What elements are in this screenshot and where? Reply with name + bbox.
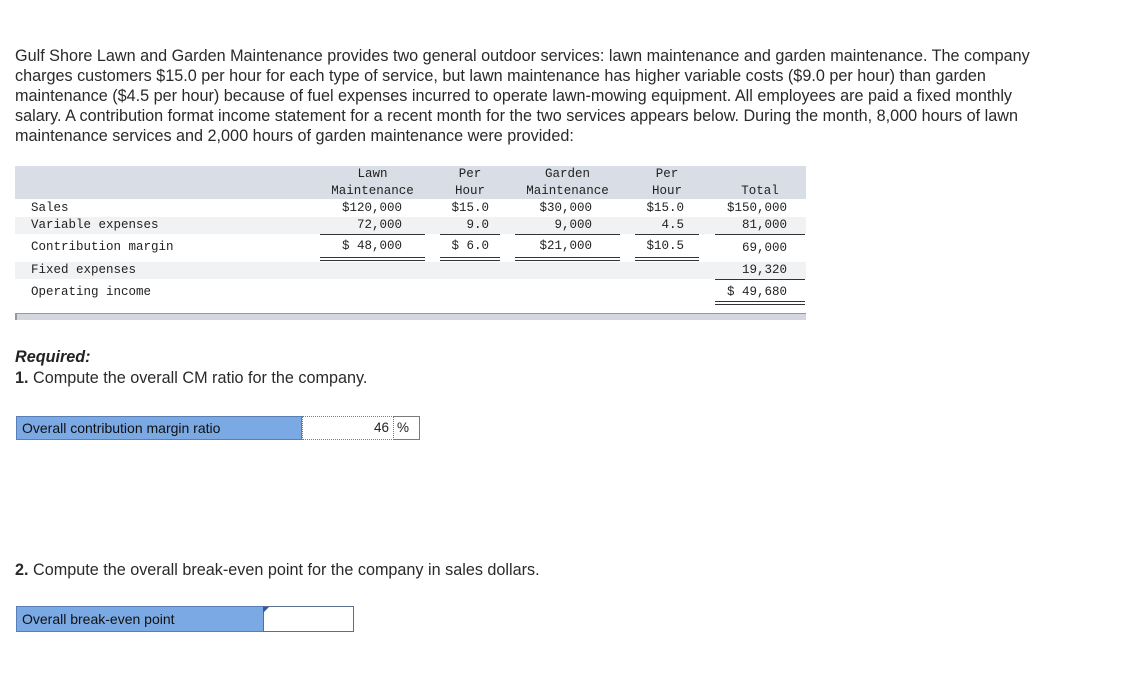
underline-lawn bbox=[320, 234, 425, 235]
cm-total: 69,000 bbox=[741, 241, 787, 255]
col-header-total: Total bbox=[741, 184, 779, 198]
break-even-input[interactable] bbox=[263, 606, 354, 632]
col-header-garden-2: Maintenance bbox=[526, 184, 609, 198]
sales-lawn: $120,000 bbox=[341, 201, 402, 215]
input-marker-icon bbox=[263, 607, 269, 613]
cm-lawn: $ 48,000 bbox=[341, 239, 402, 253]
question-2-number: 2. bbox=[15, 561, 29, 579]
col-header-per-hour-2b: Hour bbox=[651, 184, 682, 198]
row-label-fixed-expenses: Fixed expenses bbox=[31, 263, 137, 277]
col-header-lawn-2: Maintenance bbox=[331, 184, 414, 198]
operating-income-total: $ 49,680 bbox=[726, 285, 787, 299]
cm-garden-per-hour: $10.5 bbox=[646, 239, 684, 253]
required-heading: Required: bbox=[15, 348, 91, 366]
question-2-text: Compute the overall break-even point for the company in sales dollars. bbox=[28, 561, 540, 579]
cm-ratio-unit: % bbox=[397, 420, 410, 435]
sales-lawn-per-hour: $15.0 bbox=[451, 201, 489, 215]
question-2 bbox=[15, 561, 540, 580]
question-1 bbox=[15, 369, 367, 388]
underline-lawn-ph bbox=[440, 234, 500, 235]
problem-intro: Gulf Shore Lawn and Garden Maintenance provides two general outdoor services: lawn maintenance and garden maintenance. The company charges customers $15.0 per hour for each type of service, but lawn maintenance has higher variable costs ($9.0 per hour) than garden maintenance ($4.5 per hour) because of fuel expenses incurred to operate lawn-mowing equipment. All employees are paid a fixed monthly salary. A contribution format income statement for a recent month for the two services appears below. During the month, 8,000 hours of lawn maintenance services and 2,000 hours of garden maintenance were provided: bbox=[15, 47, 1030, 145]
double-underline-lawn bbox=[320, 257, 425, 261]
double-underline-garden-ph bbox=[635, 257, 699, 261]
cm-lawn-per-hour: $ 6.0 bbox=[451, 239, 489, 253]
variable-garden-per-hour: 4.5 bbox=[661, 218, 684, 232]
cm-ratio-input[interactable]: 46 bbox=[302, 416, 394, 440]
variable-total: 81,000 bbox=[741, 218, 787, 232]
col-header-per-hour-2a: Per bbox=[655, 167, 679, 181]
break-even-label: Overall break-even point bbox=[16, 606, 264, 632]
variable-lawn-per-hour: 9.0 bbox=[466, 218, 489, 232]
underline-garden-ph bbox=[635, 234, 699, 235]
cm-ratio-label: Overall contribution margin ratio bbox=[16, 416, 302, 440]
cm-garden: $21,000 bbox=[539, 239, 592, 253]
question-1-text: Compute the overall CM ratio for the company. bbox=[28, 369, 368, 387]
col-header-garden-1: Garden bbox=[544, 167, 590, 181]
question-1-number: 1. bbox=[15, 369, 29, 387]
row-label-contribution-margin: Contribution margin bbox=[31, 240, 174, 254]
row-label-sales: Sales bbox=[31, 201, 69, 215]
row-label-variable-expenses: Variable expenses bbox=[31, 218, 159, 232]
col-header-lawn-1: Lawn bbox=[357, 167, 388, 181]
row-label-operating-income: Operating income bbox=[31, 285, 152, 299]
fixed-total: 19,320 bbox=[741, 263, 787, 277]
double-underline-lawn-ph bbox=[440, 257, 500, 261]
double-underline-garden bbox=[515, 257, 620, 261]
sales-garden-per-hour: $15.0 bbox=[646, 201, 684, 215]
sales-total: $150,000 bbox=[726, 201, 787, 215]
statement-footer-bar bbox=[15, 313, 806, 320]
col-header-per-hour-1b: Hour bbox=[454, 184, 485, 198]
statement-footer-edge bbox=[15, 313, 17, 320]
underline-total bbox=[715, 234, 805, 235]
col-header-per-hour-1a: Per bbox=[458, 167, 482, 181]
underline-garden bbox=[515, 234, 620, 235]
underline-fixed-total bbox=[715, 279, 805, 280]
double-underline-operating-income bbox=[715, 301, 805, 305]
sales-garden: $30,000 bbox=[539, 201, 592, 215]
variable-lawn: 72,000 bbox=[356, 218, 402, 232]
variable-garden: 9,000 bbox=[554, 218, 592, 232]
